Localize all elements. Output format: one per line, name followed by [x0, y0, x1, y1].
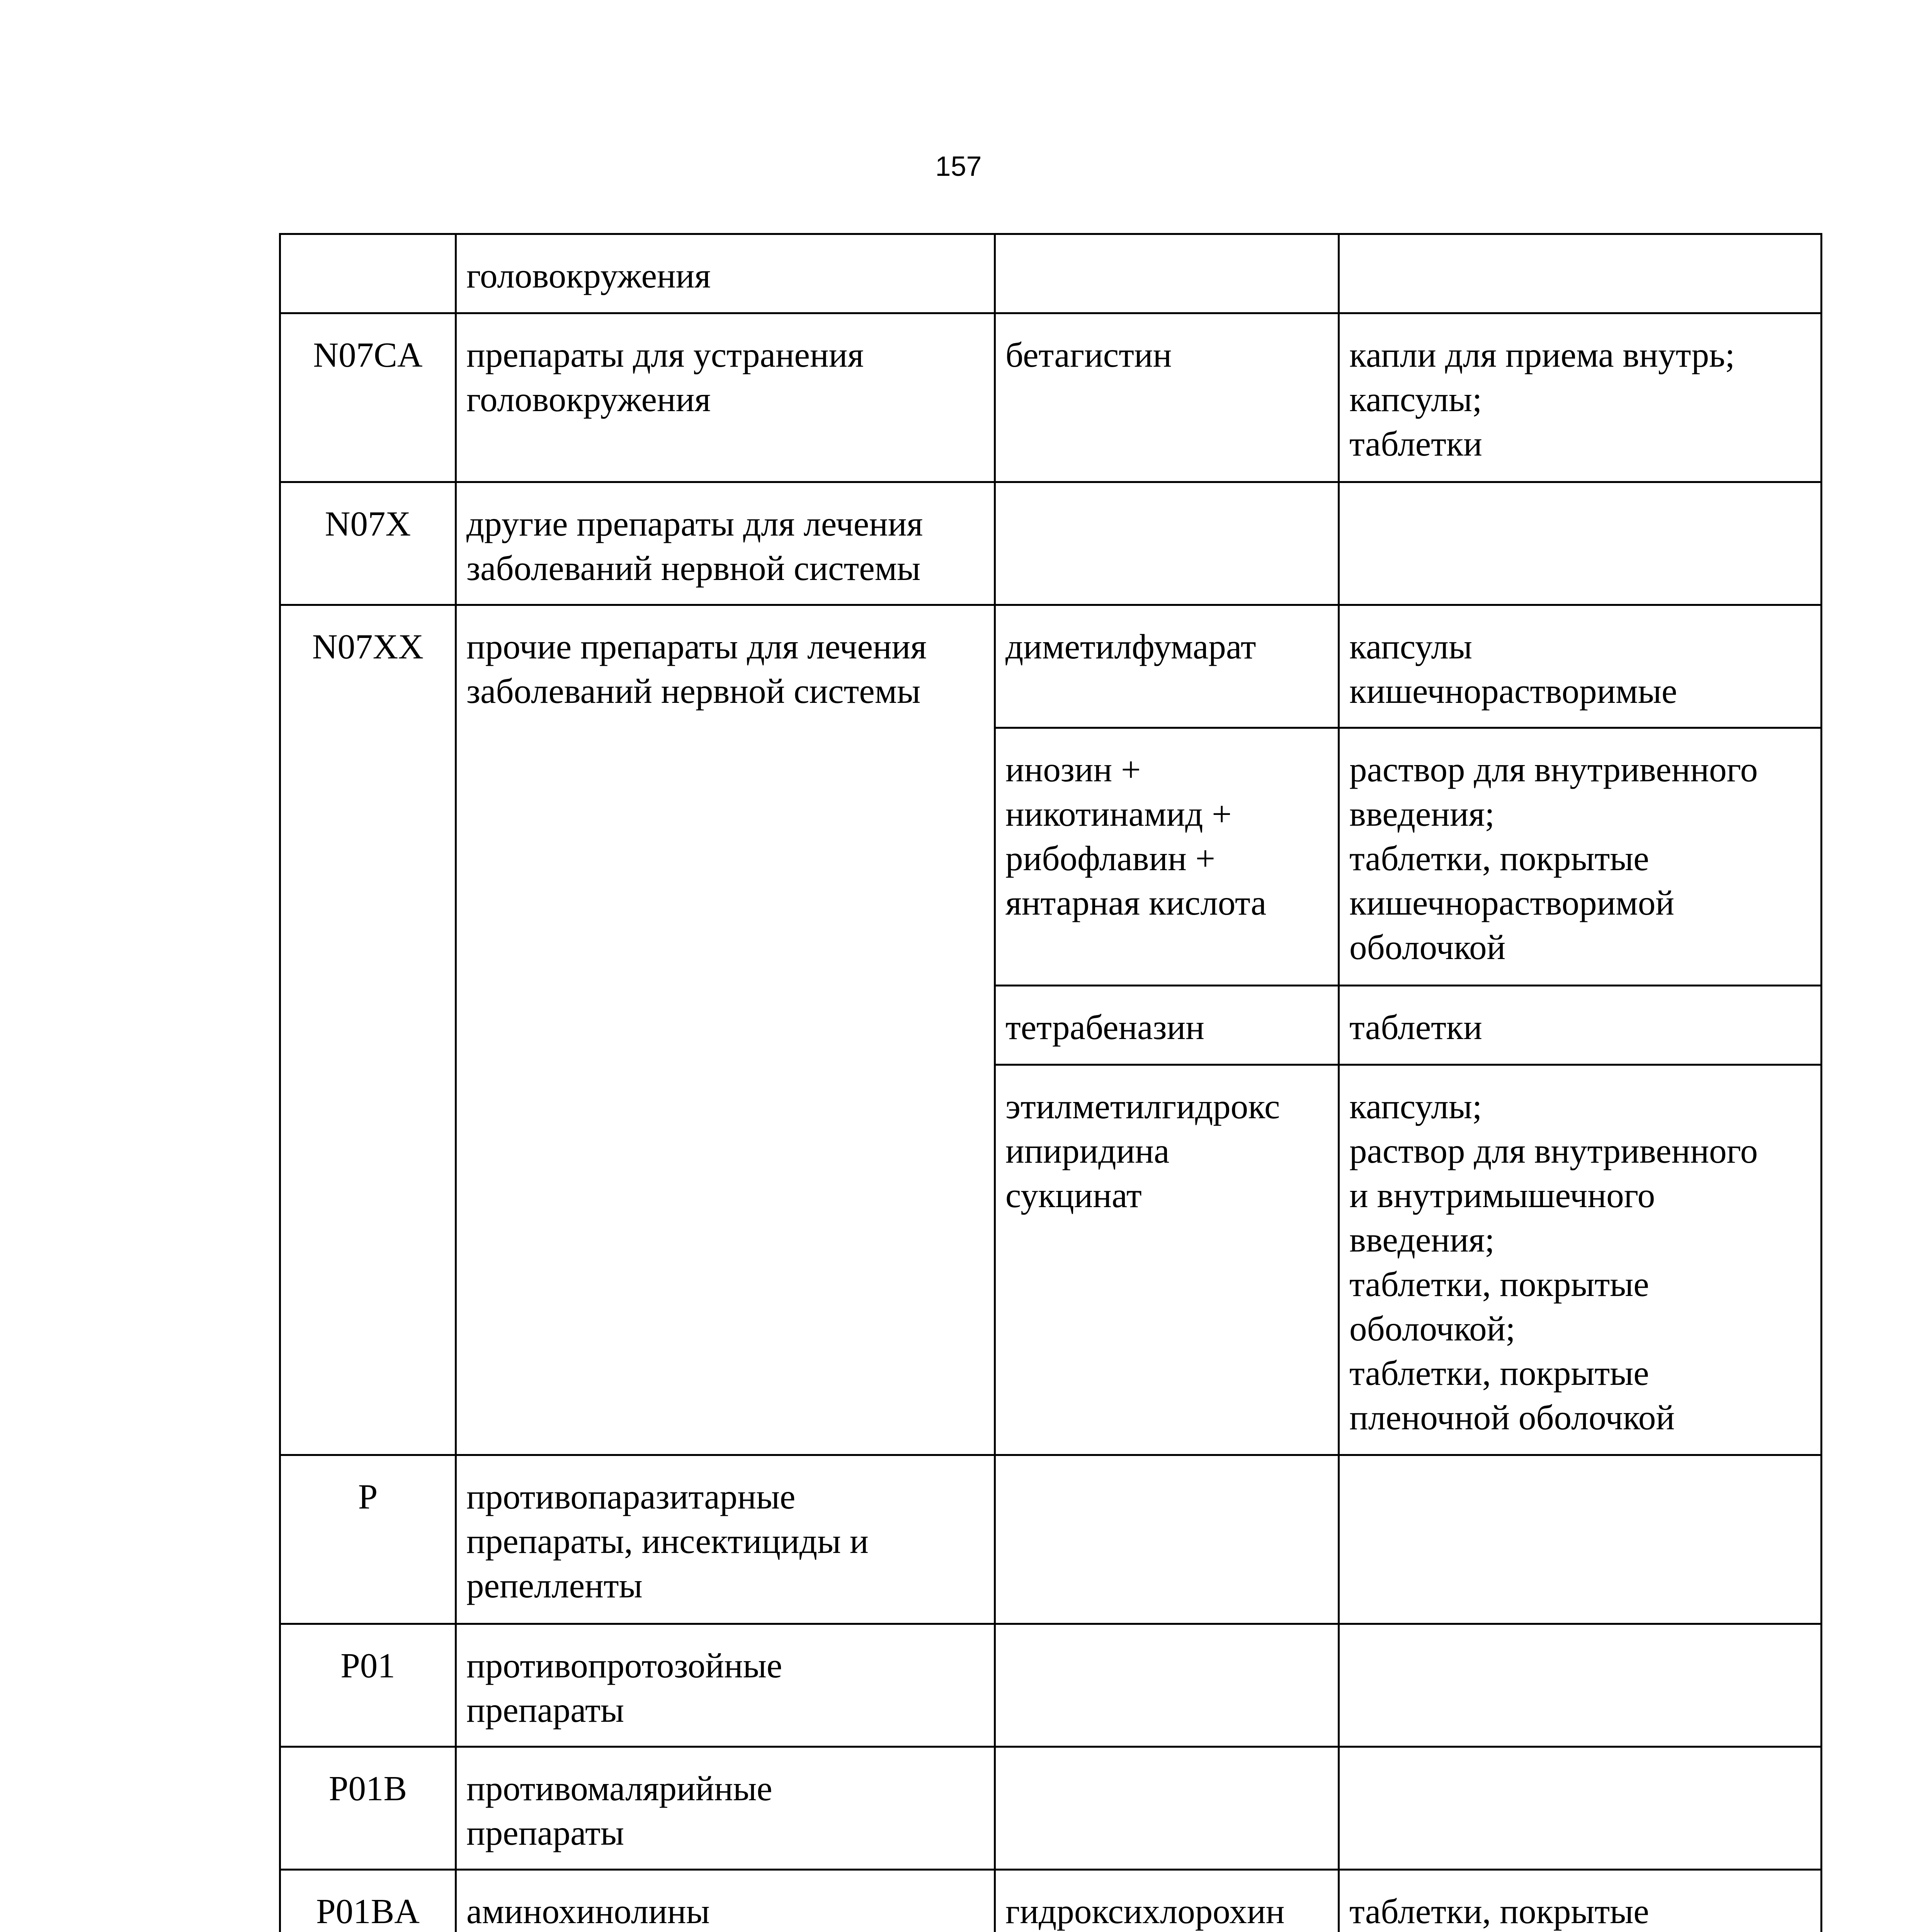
group-name-cell: другие препараты для лечения заболеваний нервной системы: [456, 482, 995, 605]
dosage-form-cell: капли для приема внутрь; капсулы; таблетки: [1339, 313, 1822, 482]
drug-name-cell: инозин + никотинамид + рибофлавин + янтарная кислота: [995, 728, 1339, 986]
dosage-form-cell: [1339, 1624, 1822, 1747]
table-row: [280, 1870, 1822, 1932]
group-name-cell: противопротозойные препараты: [456, 1624, 995, 1747]
dosage-form-cell: таблетки: [1339, 986, 1822, 1065]
atc-code-cell: P01: [280, 1624, 456, 1747]
atc-code-cell: N07X: [280, 482, 456, 605]
group-name-cell: прочие препараты для лечения заболеваний нервной системы: [456, 605, 995, 1455]
table-row: [280, 482, 1822, 605]
dosage-form-cell: [1339, 234, 1822, 313]
dosage-form-cell: раствор для внутривенного введения; таблетки, покрытые кишечнорастворимой оболочкой: [1339, 728, 1822, 986]
atc-code-cell: P01B: [280, 1747, 456, 1870]
dosage-form-cell: [1339, 1455, 1822, 1624]
dosage-form-cell: капсулы кишечнорастворимые: [1339, 605, 1822, 728]
drug-name-cell: гидроксихлорохин: [995, 1870, 1339, 1932]
dosage-form-cell: [1339, 482, 1822, 605]
drug-name-cell: [995, 1747, 1339, 1870]
group-name-cell: аминохинолины: [456, 1870, 995, 1932]
table-row: [280, 1624, 1822, 1747]
dosage-form-cell: капсулы; раствор для внутривенного и внутримышечного введения; таблетки, покрытые оболочкой; таблетки, покрытые пленочной оболочкой: [1339, 1065, 1822, 1455]
drug-name-cell: этилметилгидрокс ипиридина сукцинат: [995, 1065, 1339, 1455]
atc-code-cell: P01BA: [280, 1870, 456, 1932]
group-name-cell: противопаразитарные препараты, инсектициды и репелленты: [456, 1455, 995, 1624]
drug-name-cell: диметилфумарат: [995, 605, 1339, 728]
drug-classification-table: [279, 233, 1822, 1932]
drug-name-cell: [995, 482, 1339, 605]
drug-name-cell: тетрабеназин: [995, 986, 1339, 1065]
table-row: [280, 605, 1822, 728]
drug-name-cell: бетагистин: [995, 313, 1339, 482]
drug-name-cell: [995, 1624, 1339, 1747]
table-row: [280, 234, 1822, 313]
drug-name-cell: [995, 234, 1339, 313]
atc-code-cell: N07XX: [280, 605, 456, 1455]
table-row: [280, 313, 1822, 482]
atc-code-cell: [280, 234, 456, 313]
dosage-form-cell: [1339, 1747, 1822, 1870]
page-number: 157: [935, 151, 982, 182]
atc-code-cell: N07CA: [280, 313, 456, 482]
atc-code-cell: P: [280, 1455, 456, 1624]
drug-name-cell: [995, 1455, 1339, 1624]
group-name-cell: противомалярийные препараты: [456, 1747, 995, 1870]
group-name-cell: препараты для устранения головокружения: [456, 313, 995, 482]
table-row: [280, 1455, 1822, 1624]
group-name-cell: головокружения: [456, 234, 995, 313]
table-row: [280, 1747, 1822, 1870]
dosage-form-cell: таблетки, покрытые: [1339, 1870, 1822, 1932]
